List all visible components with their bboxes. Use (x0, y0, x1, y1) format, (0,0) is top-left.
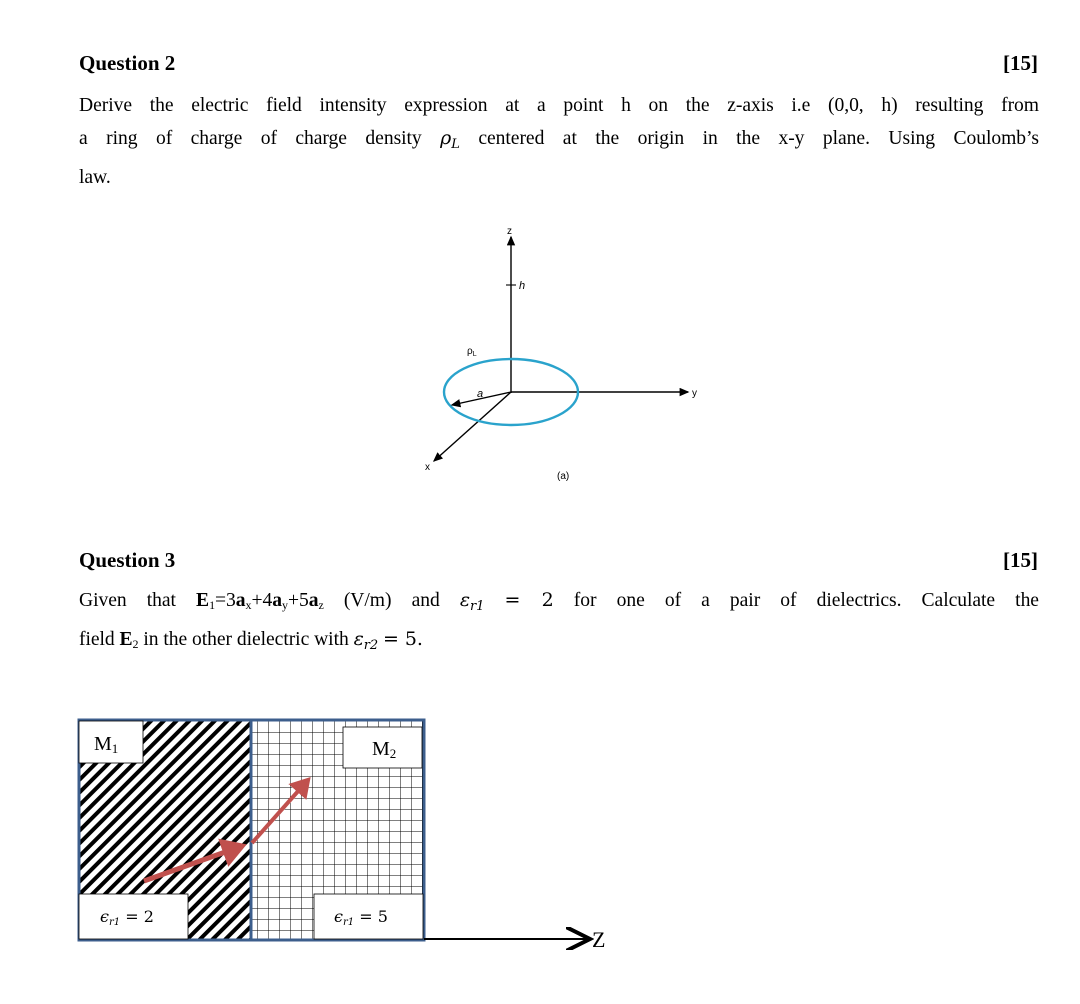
radius-label: a (477, 388, 484, 400)
question-2-title: Question 2 (79, 51, 176, 75)
question-2-header (79, 51, 1038, 77)
eps-r2-label: ϵr1 = 5 (334, 907, 388, 928)
q3-line-1: Given that $E_1=3a_x+4a_y+5a_z$ (V/m) and $\varepsilon_{r1} = 2$ for one of a pair of dielectrics. Calculate the (79, 589, 1039, 614)
ring-charge-figure (420, 225, 720, 485)
y-axis-label: y (692, 388, 697, 399)
question-3-title: Question 3 (79, 548, 176, 572)
m2-label: M2 (372, 738, 397, 761)
rho-l-label: $\rho_L$ (467, 346, 477, 358)
figure-caption: (a) (557, 471, 570, 482)
question-3-marks: [15] (1003, 548, 1038, 572)
x-axis (434, 392, 511, 461)
eps-r1-symbol: $\varepsilon_{r1}$ (459, 589, 485, 614)
dielectric-figure (70, 710, 630, 950)
rho-l-symbol: $\rho_L$ (440, 127, 460, 152)
z-axis-label: z (507, 226, 512, 237)
q2-line-1: Derive the electric field intensity expression at a point h on the z-axis i.e (0,0, h) resulting from (79, 95, 1039, 116)
h-label: h (519, 280, 526, 292)
q3-line-2: field $E_2$ in the other dielectric with $\varepsilon_{r2} = 5$. (79, 628, 423, 653)
question-3-header (79, 548, 1038, 574)
m1-label: M1 (94, 733, 119, 756)
q2-line-2: a ring of charge of charge density $\rho_L$ centered at the origin in the x-y plane. Using Coulomb’s (79, 127, 1039, 152)
eps-r1-label: ϵr1 = 2 (100, 907, 154, 928)
question-2-text (79, 89, 1039, 194)
z-direction-label: Z (592, 927, 606, 950)
eps-r2-symbol: $\varepsilon_{r2}$ (353, 628, 379, 653)
question-3-text (79, 584, 1039, 662)
x-axis-label: x (425, 462, 430, 473)
question-2-marks: [15] (1003, 51, 1038, 75)
q2-line-3: law. (79, 167, 111, 188)
